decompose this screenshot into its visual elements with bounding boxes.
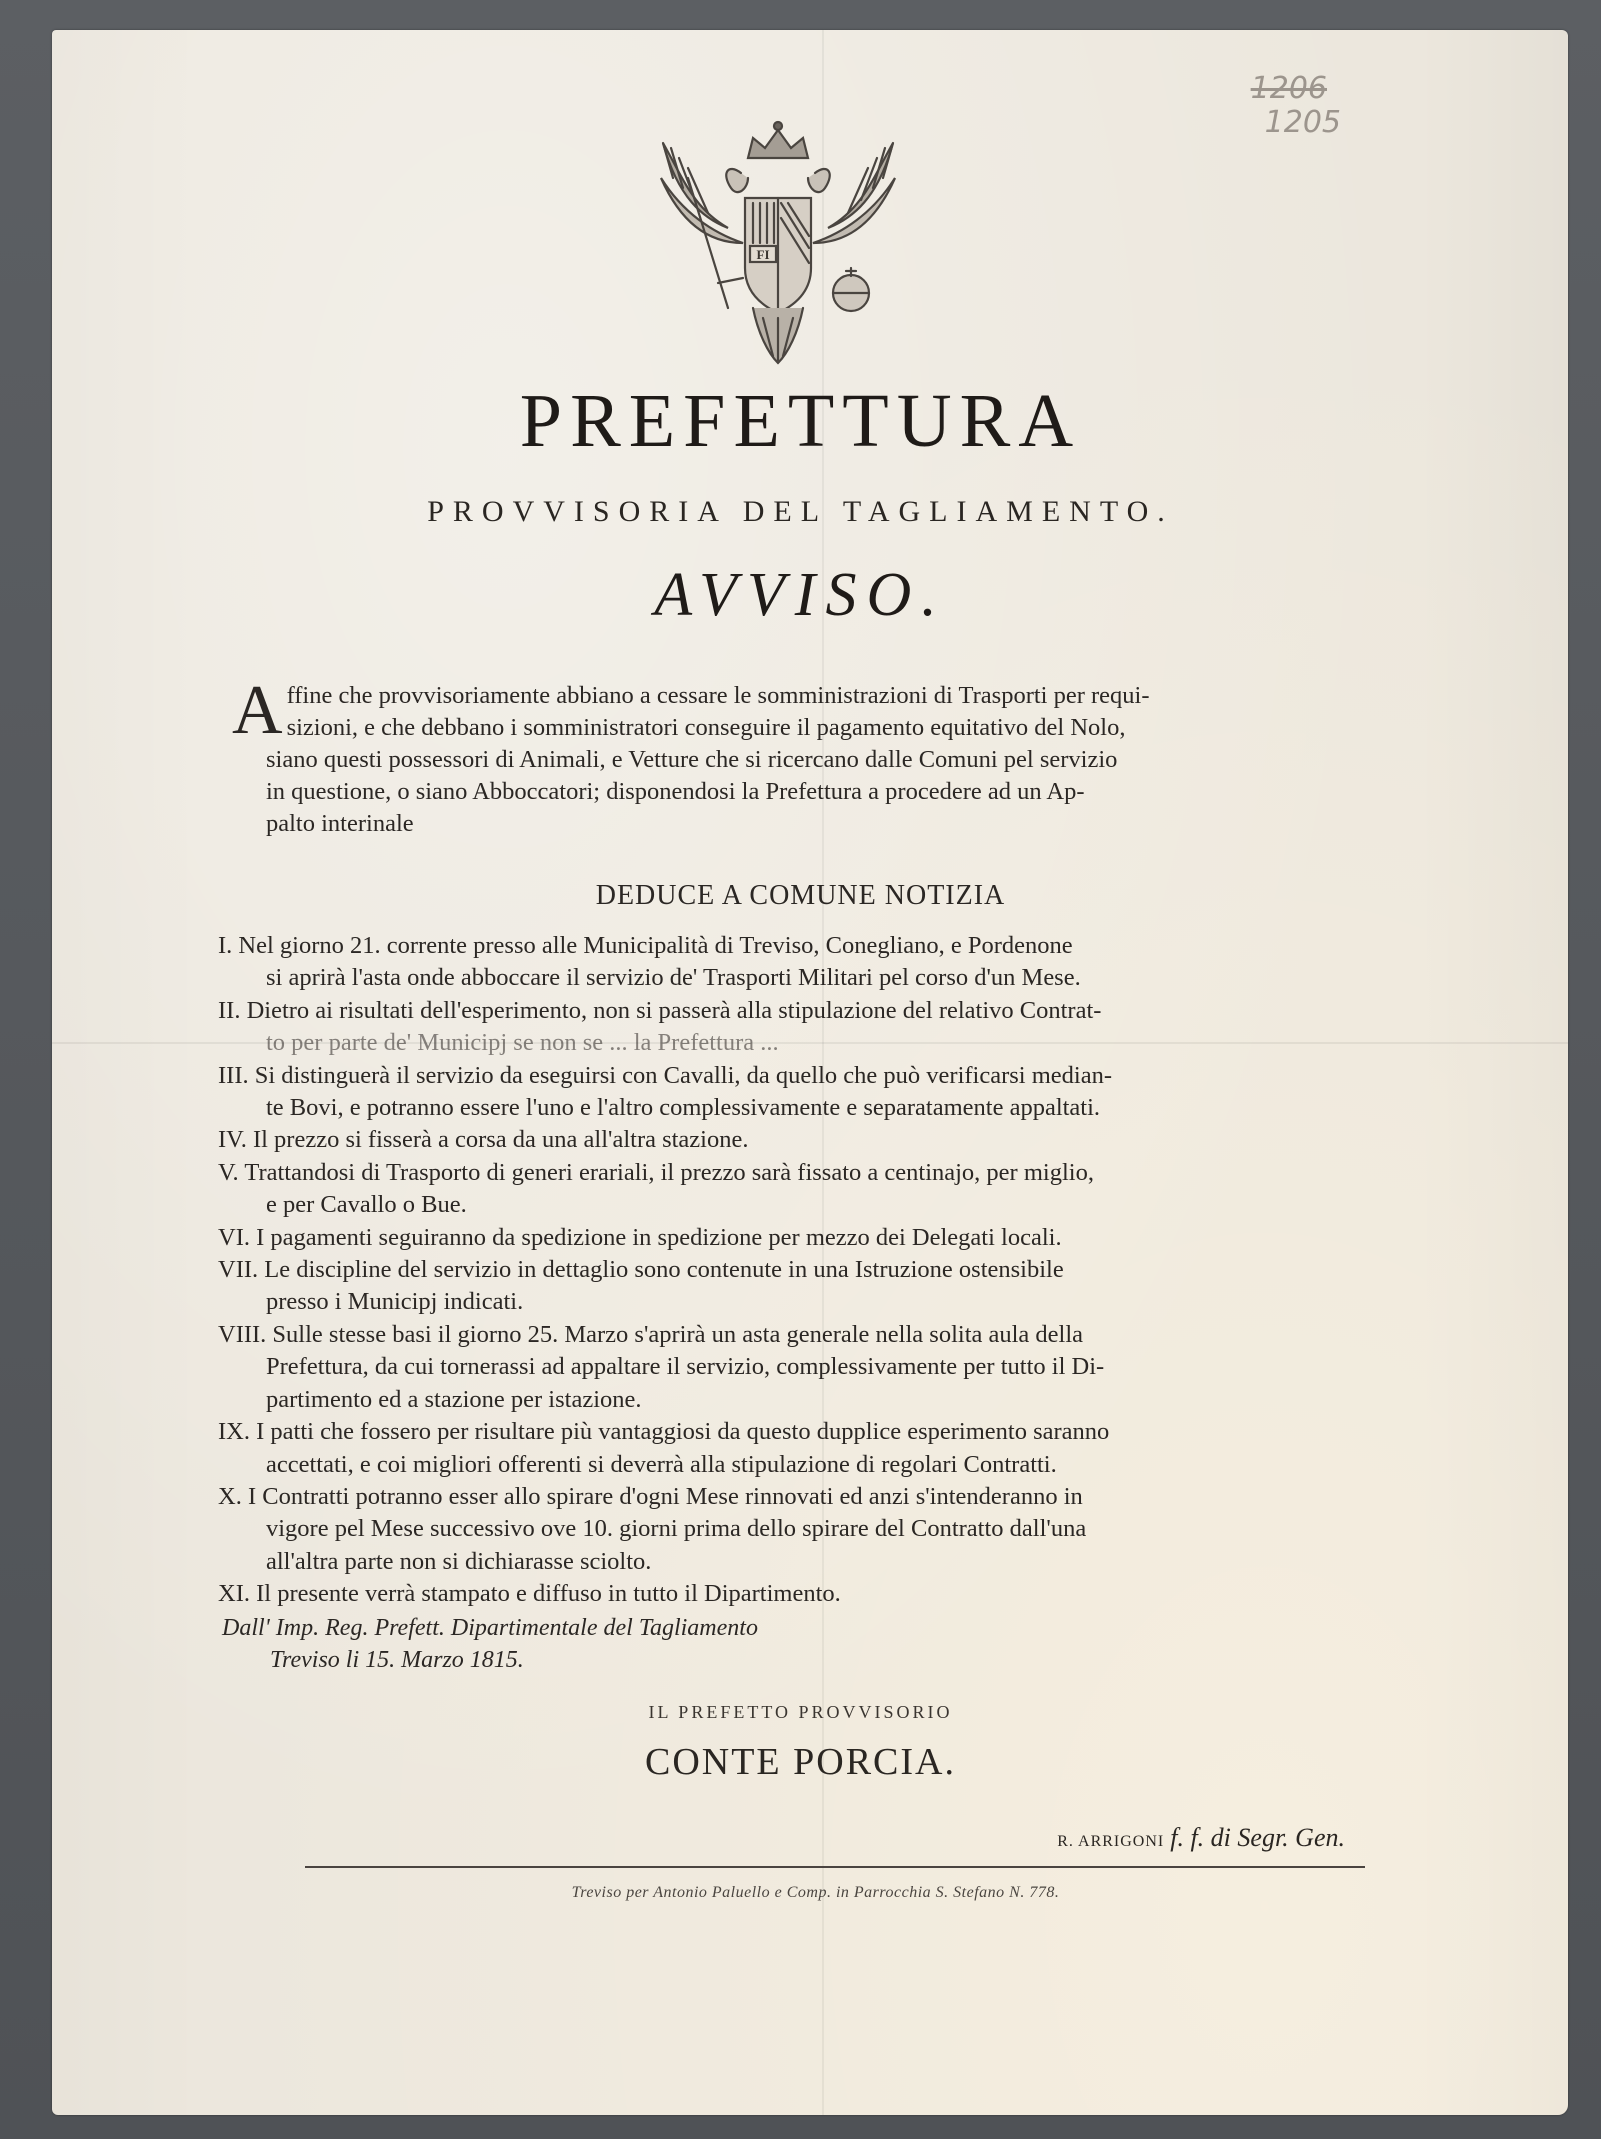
article-number: IV. bbox=[218, 1126, 247, 1154]
svg-text:FI: FI bbox=[756, 247, 770, 262]
article-text-obscured: to per parte de' Municipj se non se ... la Prefettura ... bbox=[266, 1029, 779, 1057]
article-number: VI. bbox=[218, 1223, 250, 1251]
issuing-office: Dall' Imp. Reg. Prefett. Dipartimentale del Tagliamento bbox=[222, 1615, 758, 1641]
article-v bbox=[218, 1157, 1388, 1222]
article-ii bbox=[218, 995, 1388, 1060]
article-number: II. bbox=[218, 996, 241, 1024]
double-headed-eagle-crest-icon bbox=[633, 118, 923, 368]
secretary-name: R. ARRIGONI bbox=[1057, 1833, 1165, 1850]
article-ix bbox=[218, 1416, 1388, 1481]
article-text: Dietro ai risultati dell'esperimento, non si passerà alla stipulazione del relativo Contrat- bbox=[246, 996, 1102, 1024]
article-number: I. bbox=[218, 932, 233, 959]
article-vi bbox=[218, 1222, 1388, 1254]
article-text: Le discipline del servizio in dettaglio sono contenute in una Istruzione ostensibile bbox=[264, 1256, 1064, 1284]
signatory-name: CONTE PORCIA. bbox=[644, 1741, 957, 1783]
article-i bbox=[218, 930, 1388, 995]
article-text: I Contratti potranno esser allo spirare d'ogni Mese rinnovati ed anzi s'intenderanno in bbox=[247, 1482, 1083, 1510]
divider-rule bbox=[305, 1866, 1365, 1868]
article-text: I patti che fossero per risultare più vantaggiosi da questo dupplice esperimento saranno bbox=[256, 1418, 1110, 1446]
drop-cap: A bbox=[232, 672, 283, 749]
document-subtitle: PROVVISORIA DEL TAGLIAMENTO. bbox=[427, 495, 1174, 528]
article-number: IX. bbox=[218, 1418, 250, 1446]
article-text: partimento ed a stazione per istazione. bbox=[266, 1385, 642, 1413]
article-number: III. bbox=[218, 1061, 249, 1089]
intro-line: in questione, o siano Abboccatori; disponendosi la Prefettura a procedere ad un Ap- bbox=[266, 778, 1085, 805]
secretary-signature bbox=[1057, 1823, 1345, 1853]
article-x bbox=[218, 1481, 1388, 1578]
article-number: VIII. bbox=[218, 1320, 267, 1348]
numbered-articles bbox=[218, 930, 1388, 1611]
article-iii bbox=[218, 1060, 1388, 1125]
intro-line: palto interinale bbox=[266, 810, 414, 837]
article-text: all'altra parte non si dichiarasse sciolto. bbox=[266, 1547, 652, 1575]
article-text: I pagamenti seguiranno da spedizione in spedizione per mezzo dei Delegati locali. bbox=[256, 1223, 1062, 1251]
article-text: Prefettura, da cui tornerassi ad appaltare il servizio, complessivamente per tutto il Di- bbox=[266, 1353, 1105, 1381]
article-text: Sulle stesse basi il giorno 25. Marzo s'aprirà un asta generale nella solita aula della bbox=[272, 1320, 1084, 1348]
intro-line: siano questi possessori di Animali, e Vetture che si ricercano dalle Comuni pel servizio bbox=[266, 746, 1118, 773]
article-viii bbox=[218, 1319, 1388, 1416]
article-number: X. bbox=[218, 1482, 242, 1510]
pencil-annotation bbox=[1251, 72, 1341, 140]
struck-number: 1206 bbox=[1250, 71, 1327, 106]
article-text: te Bovi, e potranno essere l'uno e l'altro complessivamente e separatamente appaltati. bbox=[266, 1094, 1101, 1122]
article-text: Trattandosi di Trasporto di generi erariali, il prezzo sarà fissato a centinajo, per miglio, bbox=[244, 1158, 1094, 1186]
article-text: presso i Municipj indicati. bbox=[266, 1288, 524, 1316]
article-text: Il presente verrà stampato e diffuso in tutto il Dipartimento. bbox=[256, 1580, 841, 1608]
article-text: vigore pel Mese successivo ove 10. giorni prima dello spirare del Contratto dall'una bbox=[266, 1515, 1087, 1543]
article-vii bbox=[218, 1254, 1388, 1319]
notice-heading: AVVISO. bbox=[654, 561, 947, 629]
intro-line: ffine che provvisoriamente abbiano a cessare le somministrazioni di Trasporti per requi- bbox=[286, 682, 1150, 709]
place-date: Treviso li 15. Marzo 1815. bbox=[270, 1647, 524, 1673]
article-number: VII. bbox=[218, 1256, 259, 1284]
intro-paragraph bbox=[232, 672, 1382, 840]
intro-line: sizioni, e che debbano i somministratori conseguire il pagamento equitativo del Nolo, bbox=[286, 714, 1126, 741]
section-heading: DEDUCE A COMUNE NOTIZIA bbox=[595, 880, 1006, 911]
article-iv bbox=[218, 1124, 1388, 1156]
article-text: accettati, e coi migliori offerenti si deverrà alla stipulazione di regolari Contratti. bbox=[266, 1450, 1057, 1478]
article-xi bbox=[218, 1578, 1388, 1610]
signatory-title: IL PREFETTO PROVVISORIO bbox=[648, 1702, 953, 1722]
dateline bbox=[222, 1612, 758, 1676]
article-text: e per Cavallo o Bue. bbox=[266, 1191, 467, 1219]
article-text: Nel giorno 21. corrente presso alle Municipalità di Treviso, Conegliano, e Pordenone bbox=[238, 932, 1073, 959]
article-number: XI. bbox=[218, 1580, 250, 1608]
secretary-title: f. f. di Segr. Gen. bbox=[1170, 1823, 1345, 1852]
article-text: Si distinguerà il servizio da eseguirsi con Cavalli, da quello che può verificarsi median- bbox=[254, 1061, 1112, 1089]
current-number: 1205 bbox=[1264, 105, 1341, 140]
printer-imprint: Treviso per Antonio Paluello e Comp. in Parrocchia S. Stefano N. 778. bbox=[571, 1884, 1060, 1901]
article-number: V. bbox=[218, 1158, 239, 1186]
document-title: PREFETTURA bbox=[519, 379, 1082, 463]
article-text: si aprirà l'asta onde abboccare il servizio de' Trasporti Militari pel corso d'un Mese. bbox=[266, 964, 1081, 992]
article-text: Il prezzo si fisserà a corsa da una all'altra stazione. bbox=[252, 1126, 749, 1154]
